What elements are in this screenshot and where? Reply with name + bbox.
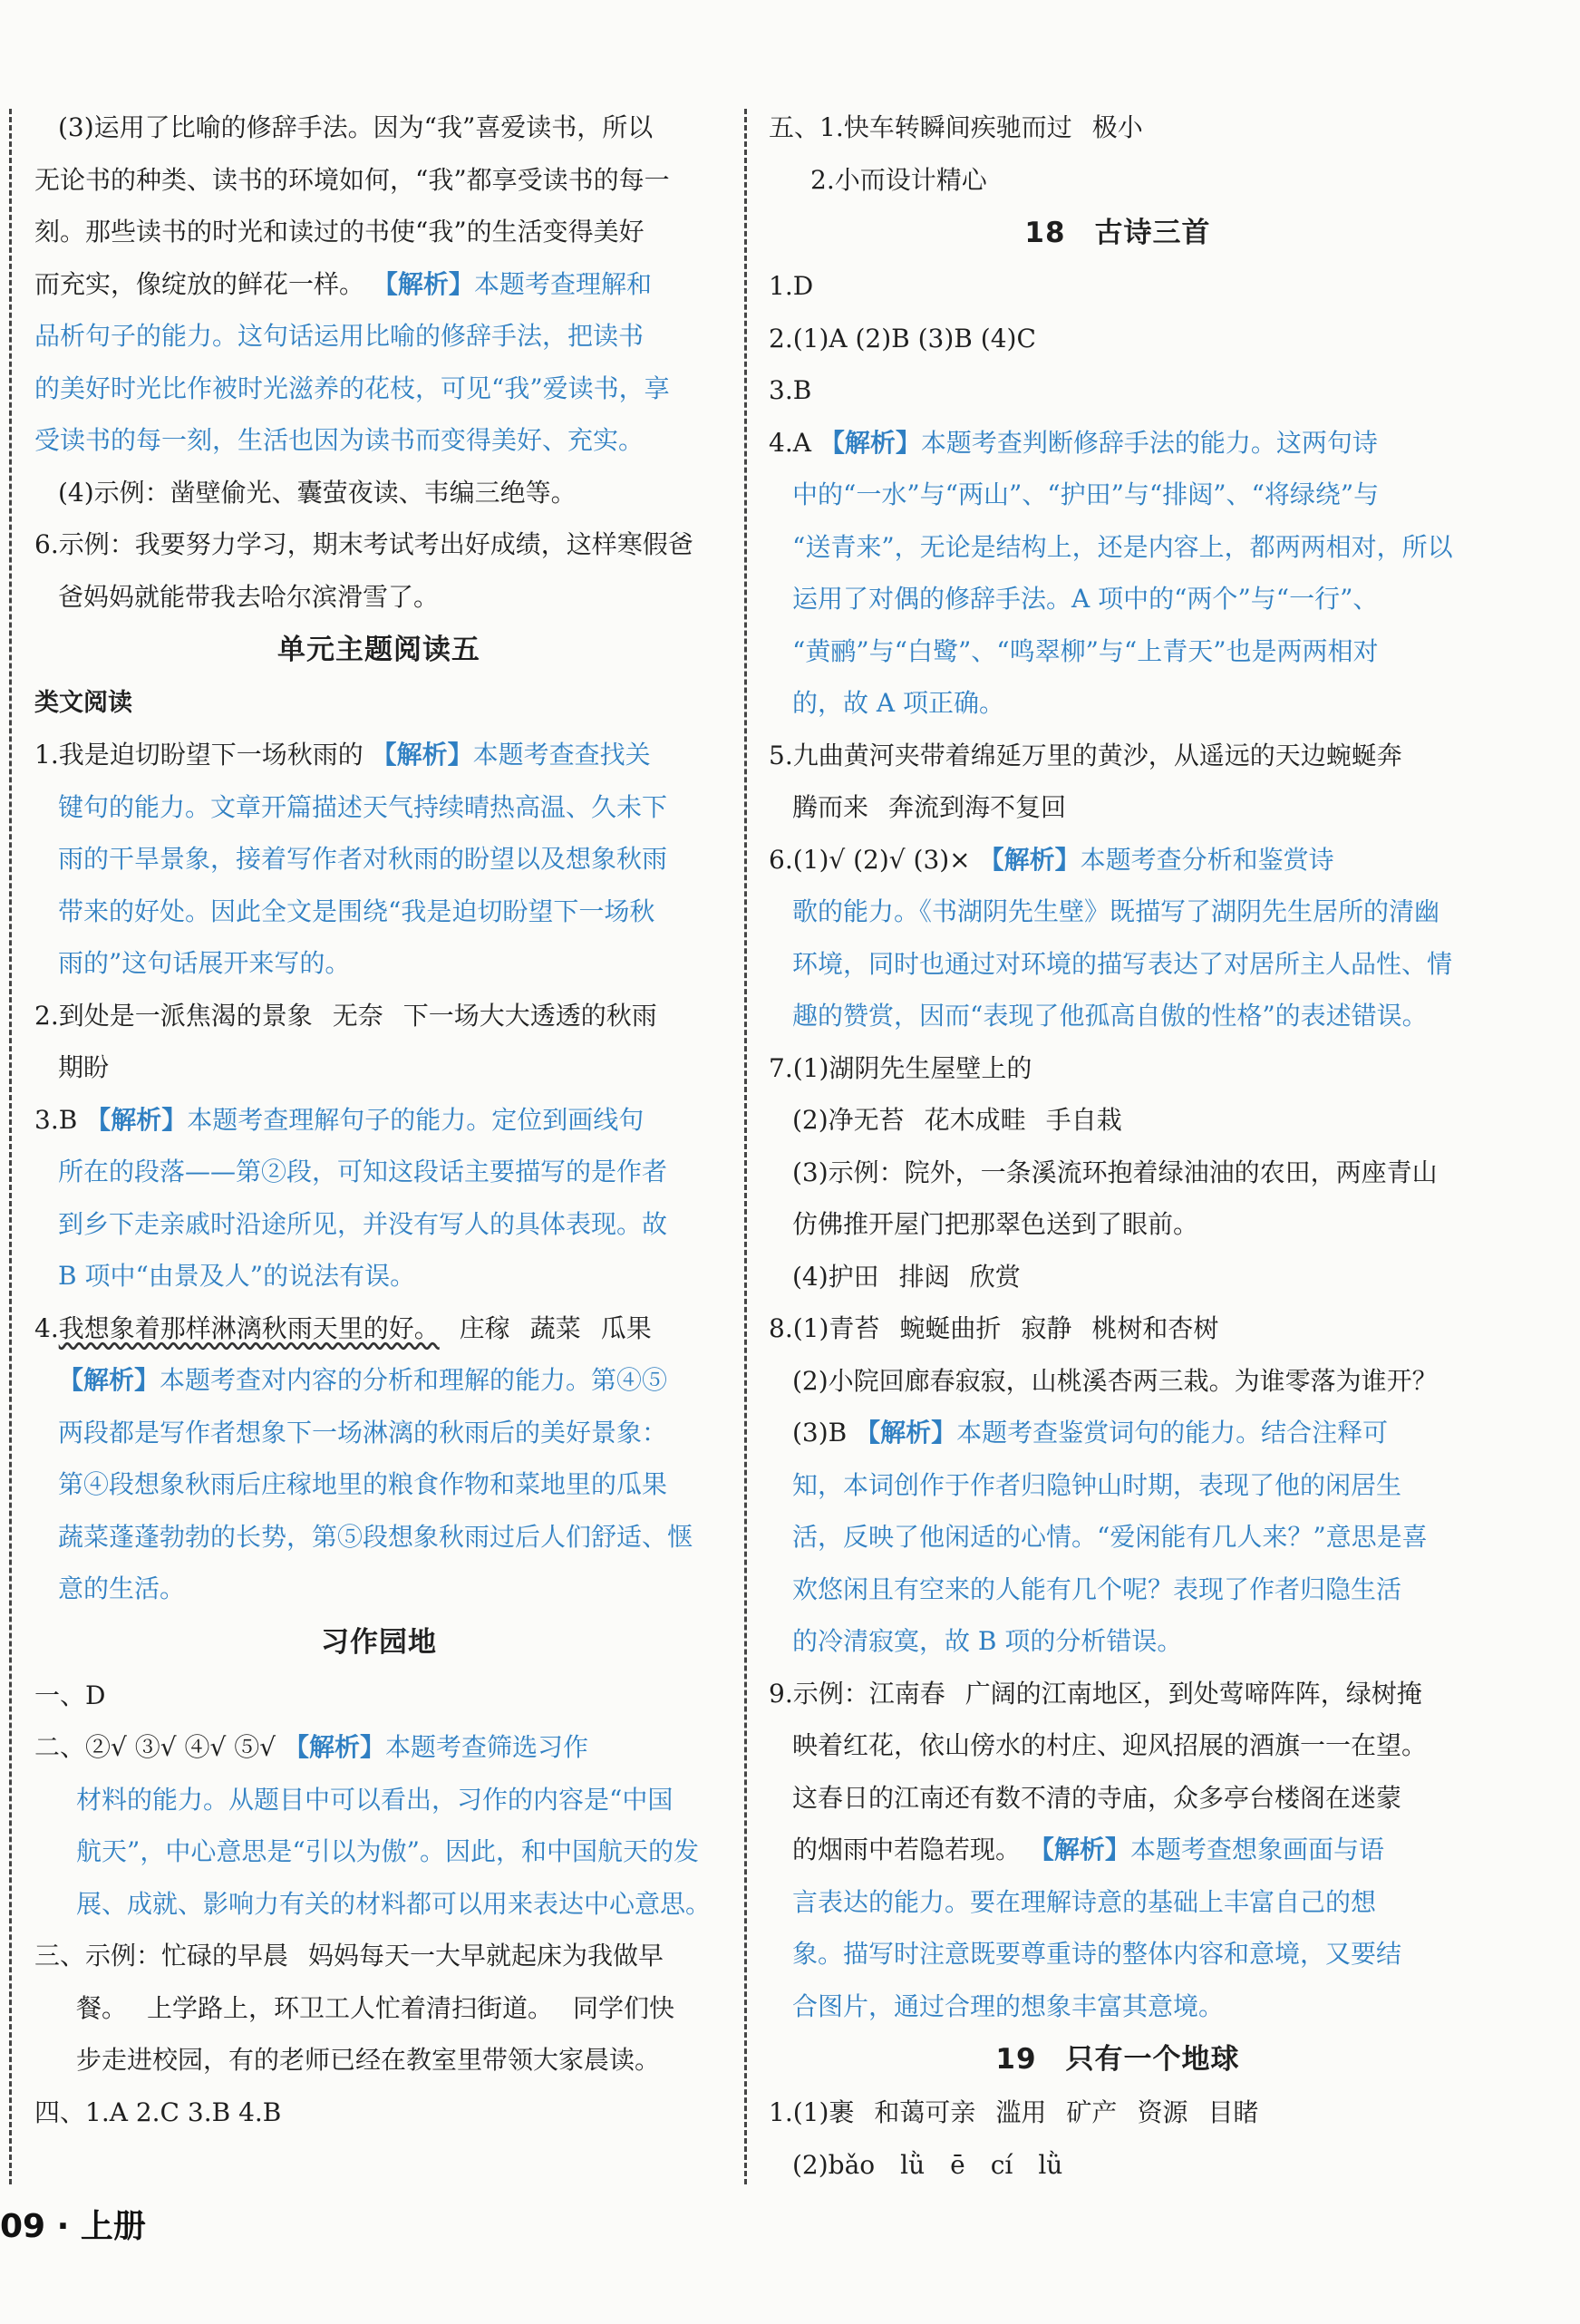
middle-dashed-divider [744, 109, 747, 2184]
analysis-line: 言表达的能力。要在理解诗意的基础上丰富自己的想 [792, 1886, 1377, 1917]
analysis-line: 活，反映了他闲适的心情。“爱闲能有几人来？”意思是喜 [792, 1522, 1428, 1552]
analysis-line: 品析句子的能力。这句话运用比喻的修辞手法，把读书 [34, 321, 645, 351]
left-dashed-divider [9, 109, 12, 2184]
answer-line: 的烟雨中若隐若现。 【解析】本题考查想象画面与语 [792, 1835, 1384, 1864]
answer-line: 仿佛推开屋门把那翠色送到了眼前。 [792, 1209, 1199, 1239]
analysis-line: 所在的段落——第②段，可知这段话主要描写的是作者 [58, 1157, 668, 1186]
answer-line: (4)示例：凿壁偷光、囊萤夜读、韦编三绝等。 [58, 477, 577, 508]
answer-line: 1.D [769, 271, 814, 301]
analysis-line: 展、成就、影响力有关的材料都可以用来表达中心意思。 [76, 1888, 712, 1919]
analysis-line: 的冷清寂寞，故 B 项的分析错误。 [792, 1626, 1183, 1656]
analysis-line: 两段都是写作者想象下一场淋漓的秋雨后的美好景象： [58, 1417, 668, 1448]
answer-line: 3.B [769, 375, 812, 405]
answer-line: 爸妈妈就能带我去哈尔滨滑雪了。 [58, 581, 440, 612]
analysis-line: 蔬菜蓬蓬勃勃的长势，第⑤段想象秋雨过后人们舒适、惬 [58, 1521, 693, 1552]
analysis-line: 欢悠闲且有空来的人能有几个呢？表现了作者归隐生活 [792, 1574, 1402, 1604]
answer-line: 1.我是迫切盼望下一场秋雨的 【解析】本题考查查找关 [34, 740, 651, 770]
section-title: 18 古诗三首 [1024, 217, 1211, 249]
analysis-line: 雨的”这句话展开来写的。 [58, 948, 351, 978]
answer-line: 步走进校园，有的老师已经在教室里带领大家晨读。 [76, 2045, 661, 2075]
answer-line: 四、1.A 2.C 3.B 4.B [34, 2096, 282, 2127]
answer-line: 1.(1)裹 和蔼可亲 滥用 矿产 资源 目睹 [769, 2097, 1259, 2127]
answer-line: 一、D [34, 1680, 106, 1710]
analysis-line: 趣的赞赏，因而“表现了他孤高自傲的性格”的表述错误。 [792, 1001, 1428, 1031]
analysis-line: 的，故 A 项正确。 [792, 688, 1005, 718]
answer-line: (3)运用了比喻的修辞手法。因为“我”喜爱读书，所以 [58, 112, 654, 142]
analysis-line: 材料的能力。从题目中可以看出，习作的内容是“中国 [76, 1784, 674, 1815]
analysis-line: 运用了对偶的修辞手法。A 项中的“两个”与“一行”、 [792, 584, 1379, 614]
answer-line: 4.A 【解析】本题考查判断修辞手法的能力。这两句诗 [769, 427, 1378, 458]
answer-line: 8.(1)青苔 蜿蜒曲折 寂静 桃树和杏树 [769, 1313, 1219, 1343]
analysis-line: B 项中“由景及人”的说法有误。 [58, 1261, 416, 1291]
answer-line: 2.小而设计精心 [810, 164, 987, 195]
answer-line: 4.我想象着那样淋漓秋雨天里的好。 庄稼 蔬菜 瓜果 [34, 1312, 652, 1343]
analysis-line: 第④段想象秋雨后庄稼地里的粮食作物和菜地里的瓜果 [58, 1469, 668, 1499]
answer-line: 无论书的种类、读书的环境如何，“我”都享受读书的每一 [34, 164, 670, 195]
answer-line: 9.示例：江南春 广阔的江南地区，到处莺啼阵阵，绿树掩 [769, 1678, 1422, 1709]
answer-line: 这春日的江南还有数不清的寺庙，众多亭台楼阁在迷蒙 [792, 1782, 1402, 1813]
analysis-line: 受读书的每一刻，生活也因为读书而变得美好、充实。 [34, 425, 645, 455]
section-title: 单元主题阅读五 [277, 634, 480, 666]
analysis-line: 意的生活。 [58, 1574, 186, 1603]
analysis-line: 中的“一水”与“两山”、“护田”与“排闼”、“将绿绕”与 [792, 479, 1380, 509]
analysis-line: 航天”，中心意思是“引以为傲”。因此，和中国航天的发 [76, 1836, 699, 1866]
answer-line: 三、示例：忙碌的早晨 妈妈每天一大早就起床为我做早 [34, 1941, 664, 1971]
answer-line: 3.B 【解析】本题考查理解句子的能力。定位到画线句 [34, 1104, 645, 1135]
answer-line: 腾而来 奔流到海不复回 [792, 792, 1067, 822]
answer-line: 而充实，像绽放的鲜花一样。 【解析】本题考查理解和 [34, 268, 652, 299]
analysis-line: “黄鹂”与“白鹭”、“鸣翠柳”与“上青天”也是两两相对 [792, 635, 1379, 666]
answer-line: 6.示例：我要努力学习，期末考试考出好成绩，这样寒假爸 [34, 529, 693, 559]
answer-line: (2)小院回廊春寂寂，山桃溪杏两三栽。为谁零落为谁开？ [792, 1365, 1438, 1396]
answer-line: (2)净无苔 花木成畦 手自栽 [792, 1105, 1122, 1135]
analysis-line: 歌的能力。《书湖阴先生壁》既描写了湖阴先生居所的清幽 [792, 896, 1440, 926]
answer-line: (3)B 【解析】本题考查鉴赏词句的能力。结合注释可 [792, 1418, 1389, 1448]
analysis-line: 带来的好处。因此全文是围绕“我是迫切盼望下一场秋 [58, 896, 655, 926]
left-column [34, 102, 723, 2138]
analysis-line: 【解析】本题考查对内容的分析和理解的能力。第④⑤ [58, 1365, 668, 1395]
answer-line: 二、②√ ③√ ④√ ⑤√ 【解析】本题考查筛选习作 [34, 1732, 589, 1762]
wavy-underlined-answer: 我想象着那样淋漓秋雨天里的好。 [58, 1312, 440, 1343]
analysis-line: 到乡下走亲戚时沿途所见，并没有写人的具体表现。故 [58, 1208, 668, 1239]
analysis-line: “送青来”，无论是结构上，还是内容上，都两两相对，所以 [792, 531, 1453, 562]
right-column [769, 102, 1467, 2191]
answer-line: 5.九曲黄河夹带着绵延万里的黄沙，从遥远的天边蜿蜒奔 [769, 740, 1402, 770]
analysis-line: 雨的干旱景象，接着写作者对秋雨的盼望以及想象秋雨 [58, 844, 668, 874]
answer-line: 2.(1)A (2)B (3)B (4)C [769, 323, 1036, 353]
answer-line: (2)bǎo lǜ ē cí lǜ [792, 2149, 1063, 2180]
analysis-line: 的美好时光比作被时光滋养的花枝，可见“我”爱读书，享 [34, 373, 670, 403]
analysis-line: 象。描写时注意既要尊重诗的整体内容和意境，又要结 [792, 1939, 1402, 1969]
answer-line: 映着红花，依山傍水的村庄、迎风招展的酒旗一一在望。 [792, 1730, 1428, 1760]
subsection-heading: 类文阅读 [34, 689, 132, 717]
section-title: 习作园地 [321, 1625, 437, 1659]
analysis-line: 合图片，通过合理的想象丰富其意境。 [792, 1990, 1225, 2021]
answer-line: 7.(1)湖阴先生屋壁上的 [769, 1052, 1032, 1083]
answer-line: (3)示例：院外，一条溪流环抱着绿油油的农田，两座青山 [792, 1157, 1438, 1187]
analysis-line: 环境，同时也通过对环境的描写表达了对居所主人品性、情 [792, 948, 1453, 979]
answer-line: 刻。那些读书的时光和读过的书使“我”的生活变得美好 [34, 217, 645, 247]
answer-line: 餐。 上学路上，环卫工人忙着清扫街道。 同学们快 [76, 1992, 675, 2023]
page-footer: 09 · 上册 [0, 2208, 146, 2245]
answer-line: 6.(1)√ (2)√ (3)× 【解析】本题考查分析和鉴赏诗 [769, 844, 1334, 875]
analysis-line: 键句的能力。文章开篇描述天气持续晴热高温、久未下 [58, 791, 668, 822]
answer-line: 五、1.快车转瞬间疾驰而过 极小 [769, 112, 1143, 142]
section-title: 19 只有一个地球 [995, 2043, 1240, 2076]
answer-line: 期盼 [58, 1052, 110, 1082]
answer-line: (4)护田 排闼 欣赏 [792, 1261, 1021, 1292]
answer-line: 2.到处是一派焦渴的景象 无奈 下一场大大透透的秋雨 [34, 1000, 657, 1031]
analysis-line: 知，本词创作于作者归隐钟山时期，表现了他的闲居生 [792, 1469, 1402, 1500]
